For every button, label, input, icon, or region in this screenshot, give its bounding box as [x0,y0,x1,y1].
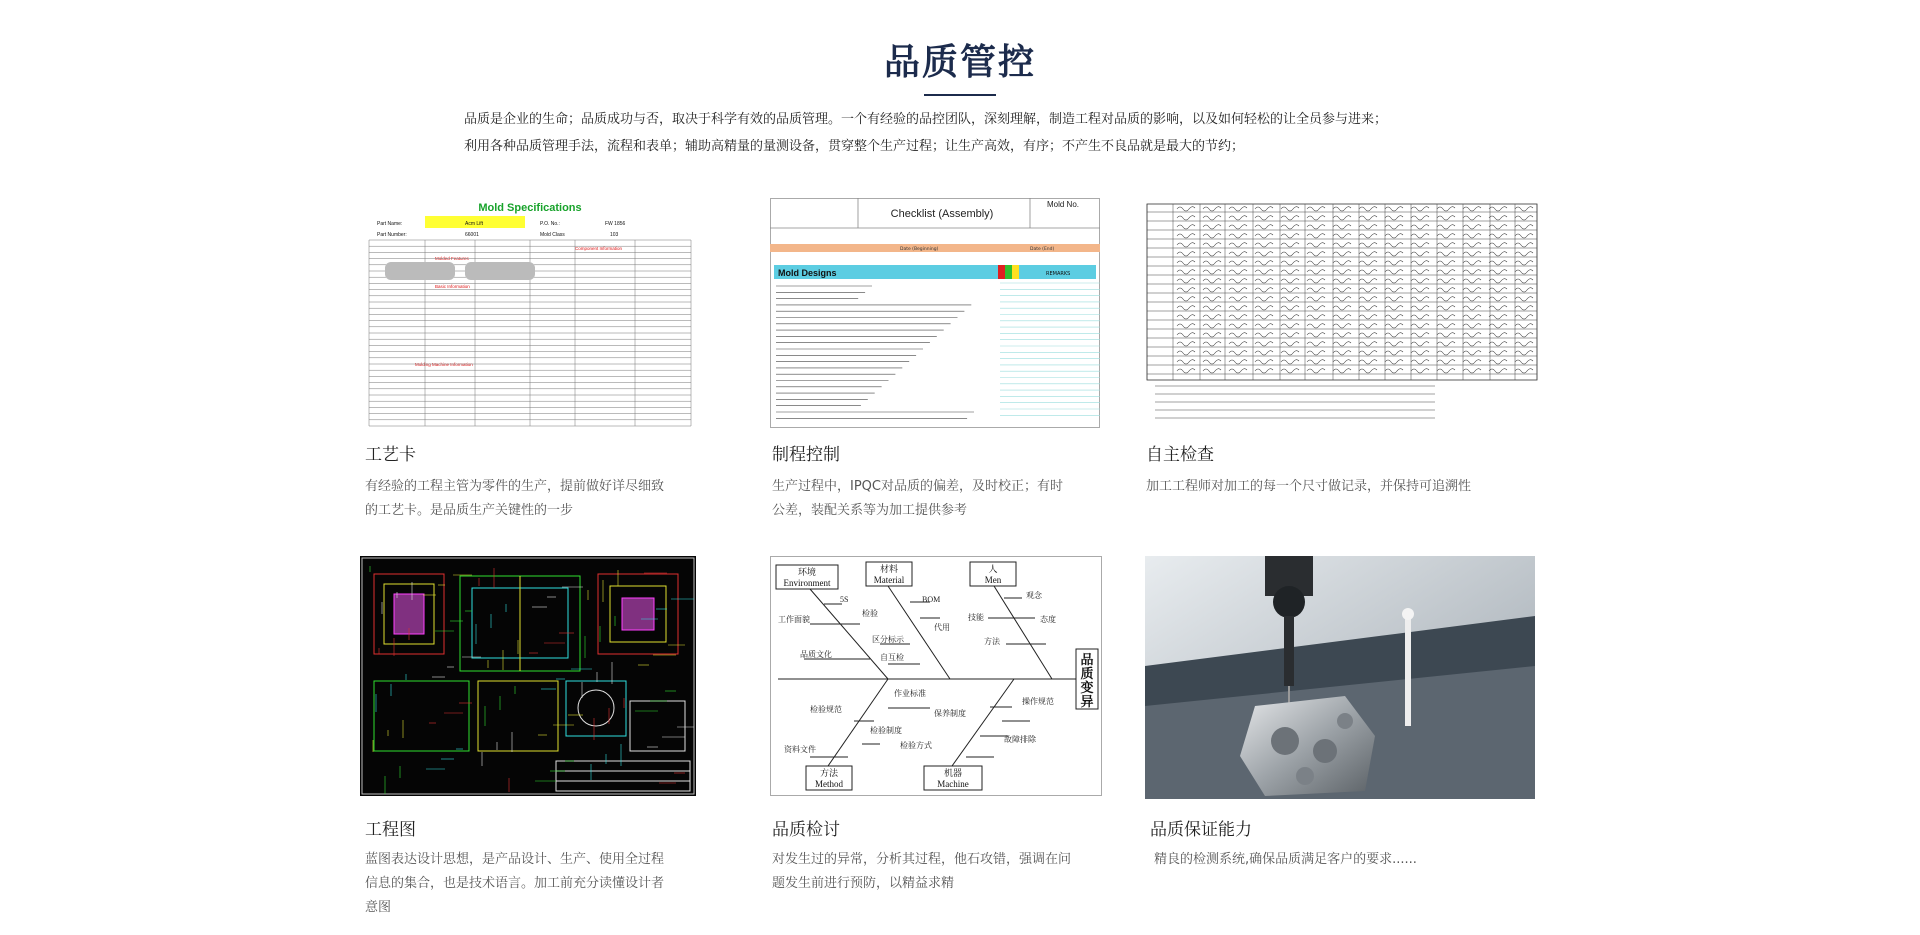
engineering-drawing-image [360,556,696,796]
svg-text:品: 品 [1080,652,1094,667]
svg-text:Molded Features: Molded Features [435,256,469,261]
svg-text:人: 人 [988,564,998,574]
svg-text:103: 103 [610,232,619,238]
svg-text:检验方式: 检验方式 [900,741,932,750]
svg-text:变: 变 [1080,680,1094,695]
svg-text:机器: 机器 [943,768,963,778]
self-inspection-desc: 加工工程师对加工的每一个尺寸做记录，并保持可追溯性 [1146,479,1472,494]
svg-text:66001: 66001 [465,232,479,238]
engineering-drawing-desc: 蓝图表达设计思想，是产品设计、生产、使用全过程 信息的集合，也是技术语言。加工前充分读懂设计者 意图 [365,852,665,915]
svg-text:Part Number:: Part Number: [377,232,407,238]
svg-text:Mold No.: Mold No. [1046,200,1080,209]
svg-text:Acm Lift: Acm Lift [465,221,484,227]
svg-text:资料文件: 资料文件 [784,745,816,754]
quality-review-title: 品质检讨 [772,820,840,840]
engineering-drawing-title: 工程图 [365,820,416,840]
svg-text:Material: Material [873,575,905,585]
svg-text:操作规范: 操作规范 [1022,697,1054,706]
svg-text:检验: 检验 [862,609,878,618]
svg-text:质: 质 [1080,666,1094,681]
svg-text:环境: 环境 [797,567,817,577]
svg-text:Date (Beginning): Date (Beginning) [900,247,939,252]
svg-text:REMARKS: REMARKS [1046,271,1071,277]
svg-text:观念: 观念 [1026,591,1042,600]
mold-spec-title: Mold Specifications [478,202,582,214]
intro-line-2: 利用各种品质管理手法，流程和表单；辅助高精量的量测设备，贯穿整个生产过程；让生产高效，有序；不产生不良品就是最大的节约； [464,139,1245,154]
self-inspection-image [1145,190,1540,430]
process-control-desc: 生产过程中，IPQC对品质的偏差，及时校正；有时 公差，装配关系等为加工提供参考 [772,479,1063,518]
process-card-desc: 有经验的工程主管为零件的生产，提前做好详尽细致 的工艺卡。是品质生产关键性的一步 [365,479,665,518]
title-underline [924,94,996,96]
svg-text:作业标准: 作业标准 [894,689,926,698]
fishbone-diagram-image [770,556,1102,796]
cmm-measurement-photo [1145,556,1535,799]
svg-text:Molding Machine Information: Molding Machine Information [415,362,473,367]
process-control-title: 制程控制 [772,445,840,465]
svg-text:工作面貌: 工作面貌 [778,615,810,624]
svg-text:态度: 态度 [1040,615,1056,624]
svg-text:Method: Method [815,779,843,789]
qa-capability-desc: 精良的检测系统,确保品质满足客户的要求...... [1154,852,1417,867]
svg-text:Environment: Environment [783,578,831,588]
section-title: 品质管控 [883,42,1036,83]
svg-text:P.O. No.:: P.O. No.: [540,221,560,227]
svg-text:技能: 技能 [968,613,984,622]
svg-text:方法: 方法 [984,637,1000,646]
process-card-title: 工艺卡 [365,445,416,465]
svg-text:Part Name:: Part Name: [377,221,403,227]
svg-text:方法: 方法 [819,768,839,778]
svg-text:Component Information: Component Information [575,246,623,251]
svg-text:异: 异 [1080,694,1094,709]
svg-text:检验制度: 检验制度 [870,726,902,735]
svg-text:Basic Information: Basic Information [435,284,470,289]
quality-review-desc: 对发生过的异常，分析其过程，他石攻错，强调在问 题发生前进行预防，以精益求精 [772,852,1072,891]
svg-text:代用: 代用 [934,623,950,632]
svg-text:区分标示: 区分标示 [872,635,904,644]
svg-text:BOM: BOM [922,595,941,604]
svg-text:Mold Designs: Mold Designs [778,268,837,278]
svg-text:Machine: Machine [937,779,969,789]
svg-text:检验规范: 检验规范 [810,705,842,714]
self-inspection-title: 自主检查 [1146,445,1214,465]
svg-text:保养制度: 保养制度 [934,709,966,718]
svg-text:Checklist (Assembly): Checklist (Assembly) [890,208,994,220]
svg-text:故障排除: 故障排除 [1004,735,1036,744]
svg-text:5S: 5S [840,595,849,604]
svg-text:Men: Men [984,575,1002,585]
qa-capability-title: 品质保证能力 [1150,820,1252,840]
svg-text:Date (End): Date (End) [1030,247,1055,252]
process-control-image [770,198,1100,428]
intro-line-1: 品质是企业的生命；品质成功与否，取决于科学有效的品质管理。一个有经验的品控团队，深刻理解，制造工程对品质的影响，以及如何轻松的让全员参与进来； [464,112,1388,127]
svg-text:材料: 材料 [879,564,899,574]
svg-text:FW 1856: FW 1856 [605,221,626,227]
svg-text:自互检: 自互检 [880,653,904,662]
svg-text:Mold Class: Mold Class [540,232,565,238]
svg-text:品质文化: 品质文化 [800,650,832,659]
process-card-image [365,198,695,428]
